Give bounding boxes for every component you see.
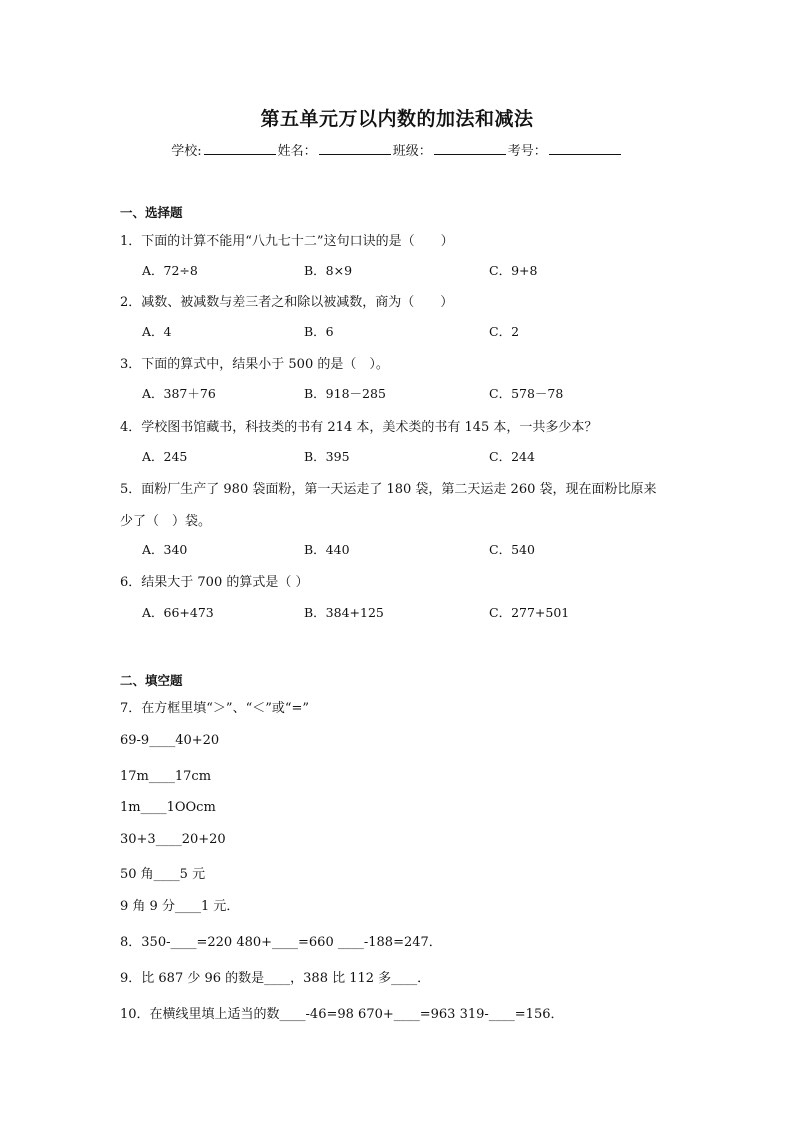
school-field[interactable] bbox=[204, 141, 276, 155]
question-6: 6．结果大于 700 的算式是（ ） bbox=[120, 575, 309, 590]
option-1b[interactable]: B．8×9 bbox=[304, 263, 353, 278]
option-2b[interactable]: B．6 bbox=[304, 324, 334, 339]
q7-line-4[interactable]: 30+3____20+20 bbox=[120, 832, 226, 847]
option-4c[interactable]: C．244 bbox=[489, 449, 535, 464]
name-field[interactable] bbox=[319, 141, 391, 155]
option-6b[interactable]: B．384+125 bbox=[304, 605, 384, 620]
question-8[interactable]: 8．350-____=220 480+____=660 ____-188=247． bbox=[120, 935, 442, 950]
question-10[interactable]: 10．在横线里填上适当的数____-46=98 670+____=963 319-____=156． bbox=[120, 1007, 564, 1022]
q7-line-6[interactable]: 9 角 9 分____1 元． bbox=[120, 899, 240, 914]
question-1: 1．下面的计算不能用“八九七十二”这句口诀的是（ ） bbox=[120, 234, 454, 249]
option-5c[interactable]: C．540 bbox=[489, 542, 535, 557]
q7-line-5[interactable]: 50 角____5 元 bbox=[120, 867, 206, 882]
q7-line-2[interactable]: 17m____17cm bbox=[120, 769, 212, 784]
question-2: 2．减数、被减数与差三者之和除以被减数，商为（ ） bbox=[120, 295, 454, 310]
option-6a[interactable]: A．66+473 bbox=[142, 605, 214, 620]
option-3c[interactable]: C．578－78 bbox=[489, 386, 564, 401]
class-field[interactable] bbox=[434, 141, 506, 155]
option-6c[interactable]: C．277+501 bbox=[489, 605, 570, 620]
question-5: 5．面粉厂生产了 980 袋面粉，第一天运走了 180 袋，第二天运走 260 袋，现在面粉比原来 bbox=[120, 482, 657, 497]
option-3b[interactable]: B．918－285 bbox=[304, 386, 386, 401]
number-field[interactable] bbox=[549, 141, 621, 155]
question-4: 4．学校图书馆藏书，科技类的书有 214 本，美术类的书有 145 本，一共多少本？ bbox=[120, 420, 598, 435]
question-9[interactable]: 9．比 687 少 96 的数是____，388 比 112 多____． bbox=[120, 971, 431, 986]
option-5b[interactable]: B．440 bbox=[304, 542, 350, 557]
question-5-continued: 少了（ ）袋。 bbox=[120, 514, 212, 529]
question-7: 7．在方框里填“＞”、“＜”或“=” bbox=[120, 701, 310, 716]
option-2a[interactable]: A．4 bbox=[142, 324, 172, 339]
q7-line-1[interactable]: 69-9____40+20 bbox=[120, 733, 220, 748]
option-5a[interactable]: A．340 bbox=[142, 542, 188, 557]
section-heading-choice: 一、选择题 bbox=[120, 205, 183, 220]
option-1c[interactable]: C．9+8 bbox=[489, 263, 538, 278]
class-label: 班级： bbox=[392, 144, 432, 159]
question-3: 3．下面的算式中，结果小于 500 的是（ ）。 bbox=[120, 357, 389, 372]
school-label: 学校: bbox=[171, 144, 202, 159]
option-2c[interactable]: C．2 bbox=[489, 324, 520, 339]
option-4a[interactable]: A．245 bbox=[142, 449, 188, 464]
option-1a[interactable]: A．72÷8 bbox=[142, 263, 198, 278]
option-3a[interactable]: A．387＋76 bbox=[142, 386, 216, 401]
page-title: 第五单元万以内数的加法和减法 bbox=[260, 108, 534, 130]
section-heading-fill: 二、填空题 bbox=[120, 673, 183, 688]
student-info-line bbox=[0, 140, 794, 159]
q7-line-3[interactable]: 1m____1OOcm bbox=[120, 800, 216, 815]
number-label: 考号： bbox=[507, 144, 547, 159]
option-4b[interactable]: B．395 bbox=[304, 449, 350, 464]
name-label: 姓名： bbox=[277, 144, 317, 159]
